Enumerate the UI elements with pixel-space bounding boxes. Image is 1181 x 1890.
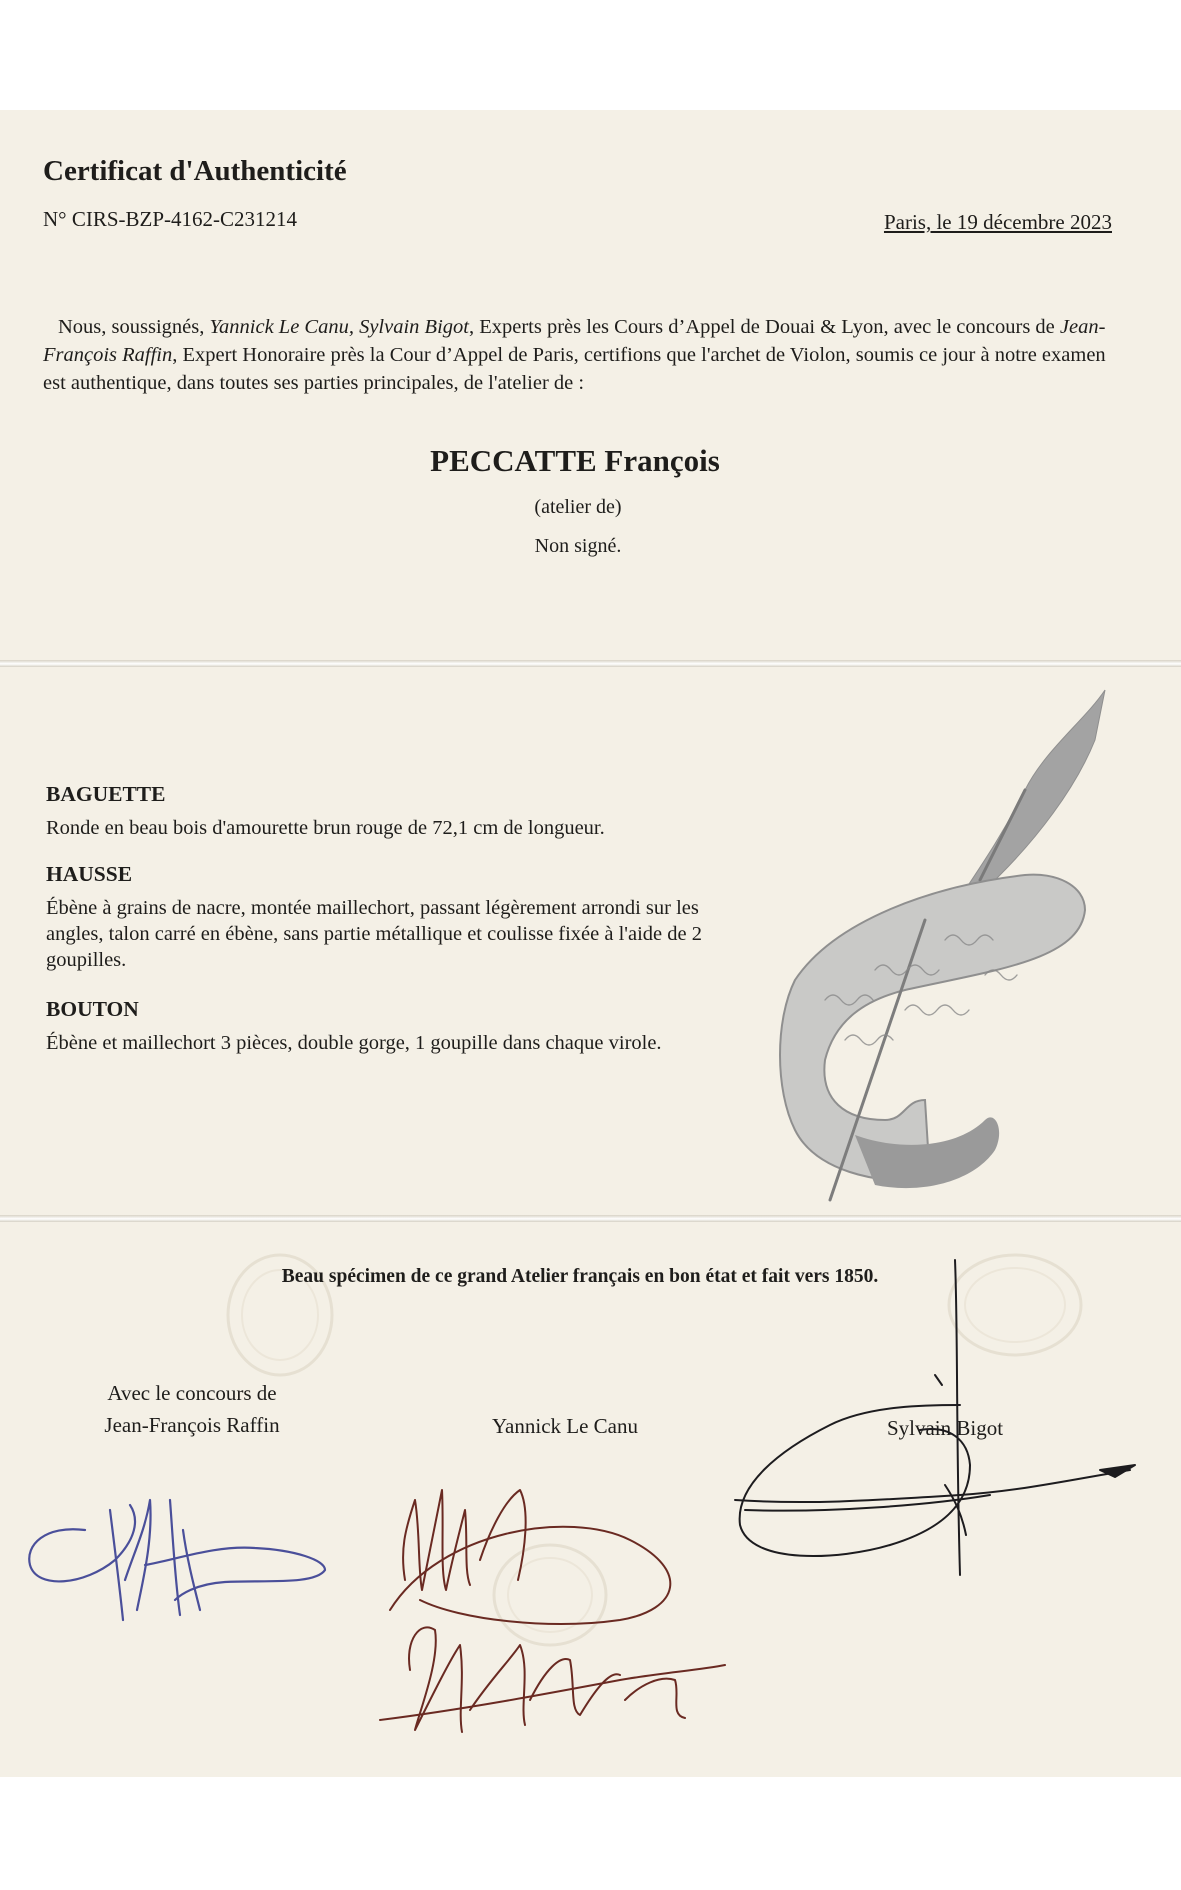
intro-text: , Experts près les Cours d’Appel de Douai & Lyon, avec le concours de	[468, 316, 1060, 338]
attribution: (atelier de)	[534, 496, 622, 518]
conclusion-statement: Beau spécimen de ce grand Atelier français en bon état et fait vers 1850.	[281, 1266, 879, 1287]
intro-honorary-expert: Jean-François Raffin	[43, 316, 1106, 366]
signatory-name: Jean-François Raffin	[104, 1413, 280, 1437]
section-heading-bouton: BOUTON	[46, 997, 139, 1021]
intro-text: , Expert Honoraire près la Cour d’Appel de Paris, certifions que l'archet de Violon, soumis ce jour à notre examen est authentique, dans toutes ses parties principales, de l'atelier de :	[43, 344, 1106, 394]
paper-fold	[0, 660, 1181, 667]
signature-status: Non signé.	[534, 535, 622, 557]
signatory-bigot-label: Sylvain Bigot	[886, 1416, 1004, 1440]
signatory-line: Avec le concours de	[107, 1381, 277, 1405]
section-text-bouton: Ébène et maillechort 3 pièces, double gorge, 1 goupille dans chaque virole.	[46, 1032, 662, 1054]
section-heading-baguette: BAGUETTE	[46, 782, 166, 806]
certificate-intro	[43, 313, 1115, 397]
section-text-hausse: Ébène à grains de nacre, montée maillechort, passant légèrement arrondi sur les angles, talon carré en ébène, sans partie métallique et coulisse fixée à l'aide de 2 goupilles.	[46, 897, 702, 971]
quill-watermark-logo	[755, 680, 1135, 1220]
certificate-number: N° CIRS-BZP-4162-C231214	[43, 207, 297, 231]
signatory-le-canu-label: Yannick Le Canu	[491, 1414, 638, 1438]
signature-raffin	[25, 1490, 335, 1630]
signature-bigot	[730, 1255, 1150, 1585]
intro-experts: Yannick Le Canu, Sylvain Bigot	[209, 316, 469, 338]
signatory-raffin-label	[72, 1377, 312, 1441]
maker-name: PECCATTE François	[430, 443, 720, 478]
certificate-date: Paris, le 19 décembre 2023	[883, 210, 1112, 234]
certificate-title: Certificat d'Authenticité	[43, 155, 347, 187]
section-heading-hausse: HAUSSE	[46, 862, 133, 886]
signature-le-canu	[380, 1470, 750, 1750]
section-text-baguette: Ronde en beau bois d'amourette brun rouge de 72,1 cm de longueur.	[46, 817, 605, 839]
intro-text: Nous, soussignés,	[58, 316, 210, 338]
